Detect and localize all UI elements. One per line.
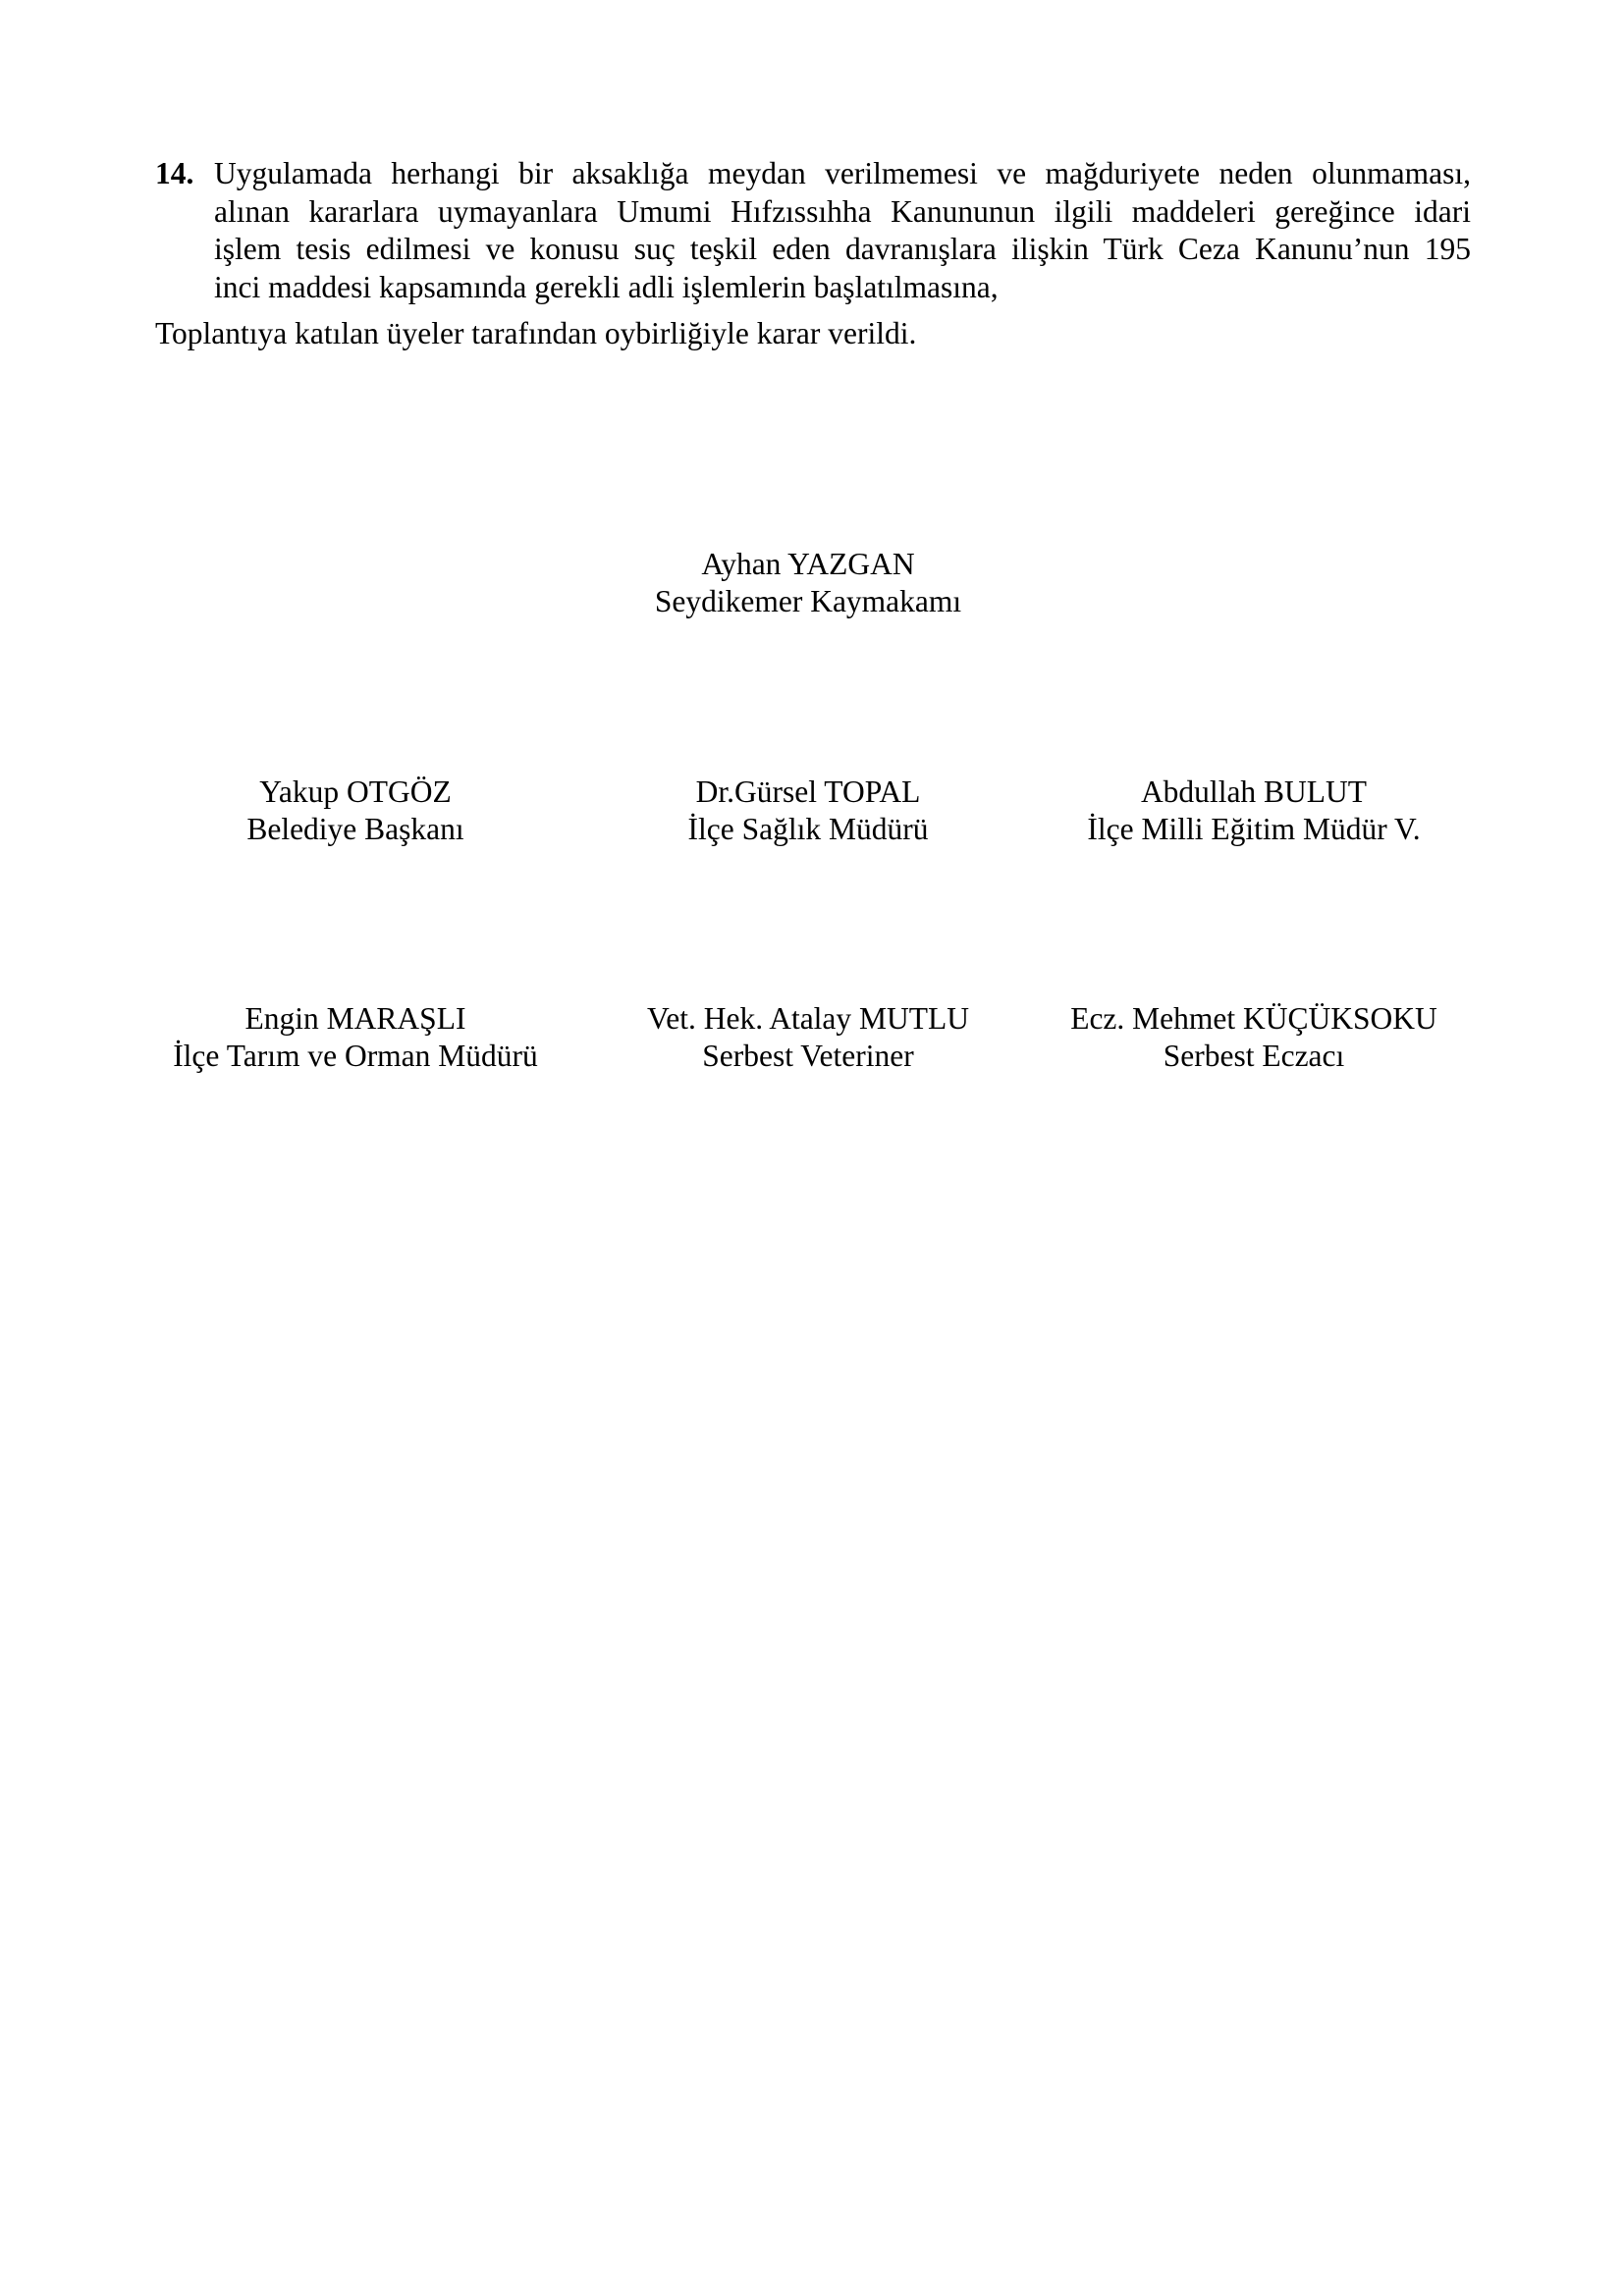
item-number: 14.	[155, 156, 194, 190]
signatory-title: İlçe Sağlık Müdürü	[687, 812, 929, 846]
signature-block	[159, 1000, 552, 1075]
item-text-line: inci maddesi kapsamında gerekli adli işlemlerin başlatılmasına,	[214, 269, 999, 304]
signatory-title: Belediye Başkanı	[246, 812, 464, 846]
signatory-name: Abdullah BULUT	[1140, 774, 1368, 809]
signatory-name: Engin MARAŞLI	[244, 1001, 466, 1036]
closing-statement: Toplantıya katılan üyeler tarafından oybirliğiyle karar verildi.	[155, 316, 917, 350]
signature-block	[612, 1000, 1004, 1075]
item-text-line: Uygulamada herhangi bir aksaklığa meydan verilmemesi ve mağduriyete neden olunmaması,	[214, 156, 1471, 190]
item-text-line: alınan kararlara uymayanlara Umumi Hıfzıssıhha Kanununun ilgili maddeleri gereğince idari	[214, 193, 1471, 229]
signature-block	[612, 774, 1004, 848]
signatory-title: İlçe Tarım ve Orman Müdürü	[173, 1039, 538, 1073]
signatory-title: Seydikemer Kaymakamı	[654, 584, 962, 618]
signatory-title: Serbest Veteriner	[702, 1039, 914, 1073]
decision-item-14	[155, 155, 1471, 306]
signatory-name: Ecz. Mehmet KÜÇÜKSOKU	[1070, 1001, 1437, 1036]
signatory-name: Ayhan YAZGAN	[701, 547, 915, 581]
signatory-title: İlçe Milli Eğitim Müdür V.	[1087, 812, 1421, 846]
signatory-name: Vet. Hek. Atalay MUTLU	[646, 1001, 970, 1036]
item-text-line: işlem tesis edilmesi ve konusu suç teşkil eden davranışlara ilişkin Türk Ceza Kanunu’nun 195	[214, 232, 1471, 266]
signatory-name: Dr.Gürsel TOPAL	[695, 774, 921, 809]
signature-block	[1057, 774, 1450, 848]
item-text	[214, 155, 1471, 306]
signatory-name: Yakup OTGÖZ	[259, 774, 452, 809]
signature-block	[1057, 1000, 1450, 1075]
signature-block-chair	[612, 546, 1004, 620]
signatory-title: Serbest Eczacı	[1163, 1039, 1345, 1073]
signature-block	[159, 774, 552, 848]
